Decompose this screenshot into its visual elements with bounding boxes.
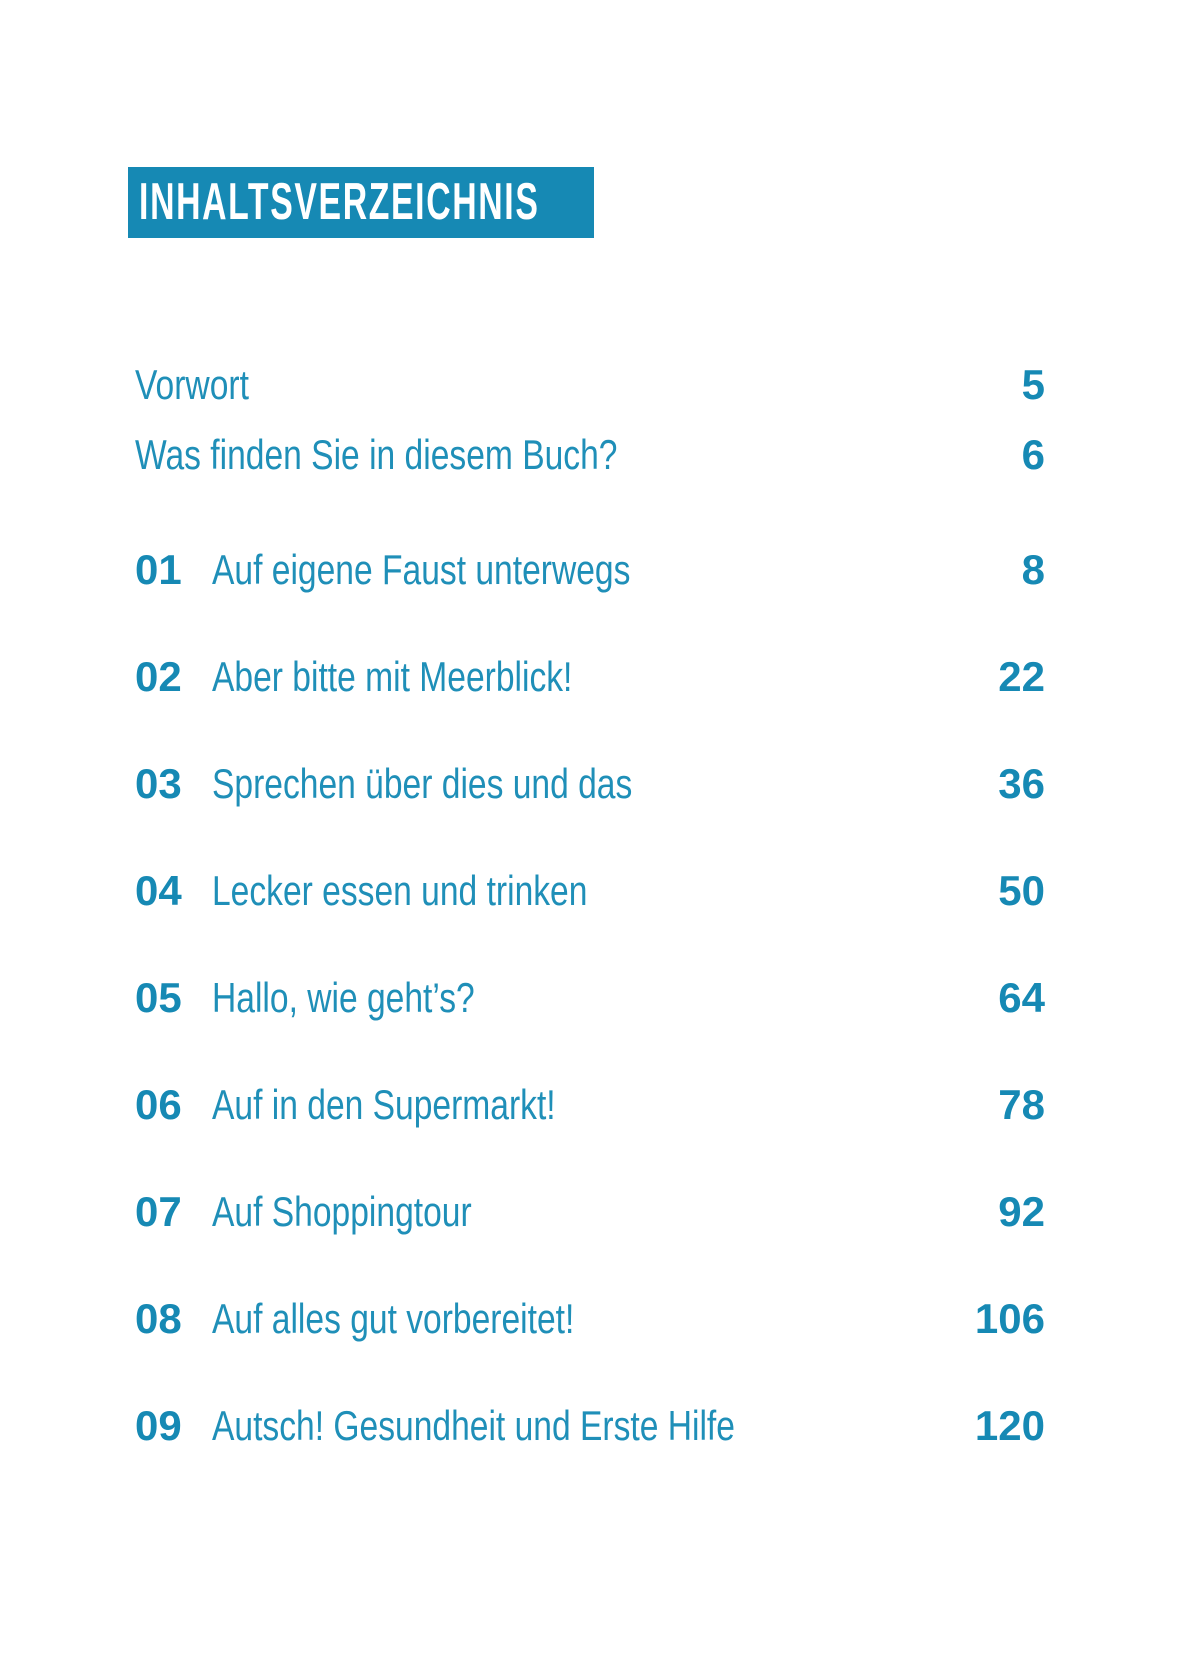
toc-entry-title: Was finden Sie in diesem Buch? bbox=[135, 431, 618, 478]
toc-entry-title: Hallo, wie geht’s? bbox=[212, 974, 475, 1021]
toc-chapter-row bbox=[135, 1190, 1045, 1234]
toc-entry-page-number: 8 bbox=[1021, 546, 1045, 593]
toc-chapter-row bbox=[135, 976, 1045, 1020]
toc-front-matter-row bbox=[135, 433, 1045, 477]
toc-entry-title: Auf Shoppingtour bbox=[212, 1188, 472, 1235]
toc-chapter-number: 09 bbox=[135, 1402, 182, 1449]
toc-chapter-row bbox=[135, 762, 1045, 806]
toc-list bbox=[135, 363, 1045, 1448]
toc-chapter-number: 03 bbox=[135, 760, 182, 807]
toc-chapter-number: 01 bbox=[135, 546, 182, 593]
toc-entry-title: Autsch! Gesundheit und Erste Hilfe bbox=[212, 1402, 735, 1449]
toc-chapter-row bbox=[135, 1404, 1045, 1448]
toc-entry-title: Lecker essen und trinken bbox=[212, 867, 588, 914]
toc-chapter-number: 02 bbox=[135, 653, 182, 700]
toc-chapter-row bbox=[135, 1297, 1045, 1341]
toc-entry-page-number: 5 bbox=[1021, 361, 1045, 408]
toc-entry-title: Aber bitte mit Meerblick! bbox=[212, 653, 573, 700]
toc-entry-page-number: 64 bbox=[998, 974, 1045, 1021]
toc-entry-page-number: 50 bbox=[998, 867, 1045, 914]
toc-entry-title: Vorwort bbox=[135, 361, 249, 408]
section-header-band bbox=[128, 167, 594, 238]
toc-entry-title: Auf in den Supermarkt! bbox=[212, 1081, 556, 1128]
toc-chapter-number: 04 bbox=[135, 867, 182, 914]
toc-entry-page-number: 78 bbox=[998, 1081, 1045, 1128]
toc-front-matter-row bbox=[135, 363, 1045, 407]
toc-entry-page-number: 106 bbox=[974, 1295, 1045, 1342]
toc-entry-page-number: 36 bbox=[998, 760, 1045, 807]
toc-entry-page-number: 22 bbox=[998, 653, 1045, 700]
toc-chapter-row bbox=[135, 869, 1045, 913]
toc-chapter-row bbox=[135, 548, 1045, 592]
toc-chapter-number: 05 bbox=[135, 974, 182, 1021]
toc-entry-title: Sprechen über dies und das bbox=[212, 760, 633, 807]
page-title: INHALTSVERZEICHNIS bbox=[139, 173, 540, 231]
toc-entry-page-number: 6 bbox=[1021, 431, 1045, 478]
toc-chapter-row bbox=[135, 655, 1045, 699]
toc-chapter-number: 08 bbox=[135, 1295, 182, 1342]
toc-chapter-number: 07 bbox=[135, 1188, 182, 1235]
toc-entry-title: Auf eigene Faust unterwegs bbox=[212, 546, 631, 593]
toc-entry-title: Auf alles gut vorbereitet! bbox=[212, 1295, 575, 1342]
toc-chapter-number: 06 bbox=[135, 1081, 182, 1128]
toc-chapter-row bbox=[135, 1083, 1045, 1127]
toc-entry-page-number: 120 bbox=[974, 1402, 1045, 1449]
toc-entry-page-number: 92 bbox=[998, 1188, 1045, 1235]
